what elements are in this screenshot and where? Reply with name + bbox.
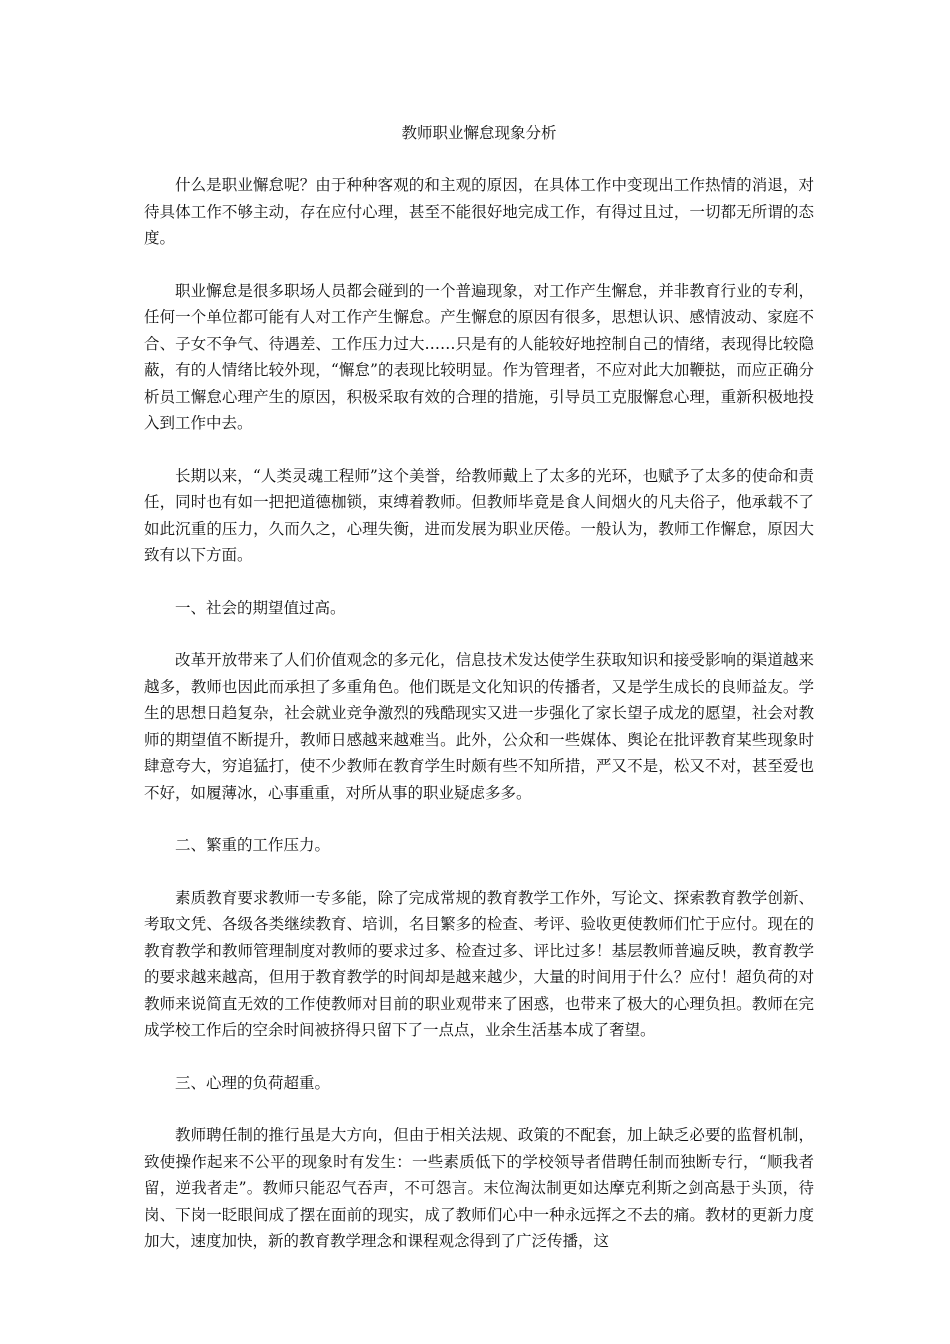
paragraph-common-phenomenon: 职业懈怠是很多职场人员都会碰到的一个普遍现象，对工作产生懈怠，并非教育行业的专利，任何一个单位都可能有人对工作产生懈怠。产生懈怠的原因有很多，思想认识、感情波动、家庭不合、子女不争气、待遇差、工作压力过大……只是有的人能较好地控制自己的情绪，表现得比较隐蔽，有的人情绪比较外现，“懈怠”的表现比较明显。作为管理者，不应对此大加鞭挞，而应正确分析员工懈怠心理产生的原因，积极采取有效的合理的措施，引导员工克服懈怠心理，重新积极地投入到工作中去。 xyxy=(144,281,814,432)
paragraph-psychological-load: 教师聘任制的推行虽是大方向，但由于相关法规、政策的不配套，加上缺乏必要的监督机制，致使操作起来不公平的现象时有发生：一些素质低下的学校领导者借聘任制而独断专行，“顺我者留，逆我者走”。教师只能忍气吞声，不可怨言。末位淘汰制更如达摩克利斯之剑高悬于头顶，待岗、下岗一眨眼间成了摆在面前的现实，成了教师们心中一种永远挥之不去的痛。教材的更新力度加大，速度加快，新的教育教学理念和课程观念得到了广泛传播，这 xyxy=(144,1126,814,1250)
section-heading-work-pressure: 二、繁重的工作压力。 xyxy=(175,836,331,854)
document-title: 教师职业懈怠现象分析 xyxy=(401,124,557,142)
paragraph-teacher-burden: 长期以来，“人类灵魂工程师”这个美誉，给教师戴上了太多的光环，也赋予了太多的使命和责任，同时也有如一把把道德枷锁，束缚着教师。但教师毕竟是食人间烟火的凡夫俗子，他承载不了如此沉重的压力，久而久之，心理失衡，进而发展为职业厌倦。一般认为，教师工作懈怠，原因大致有以下方面。 xyxy=(144,466,814,564)
document-body xyxy=(144,120,814,1281)
section-heading-social-expectation: 一、社会的期望值过高。 xyxy=(175,598,346,617)
paragraph-definition: 什么是职业懈怠呢？由于种种客观的和主观的原因，在具体工作中变现出工作热情的消退，对待具体工作不够主动，存在应付心理，甚至不能很好地完成工作，有得过且过，一切都无所谓的态度。 xyxy=(144,176,814,247)
section-heading-psychological-load: 三、心理的负荷超重。 xyxy=(175,1073,331,1092)
paragraph-social-expectation: 改革开放带来了人们价值观念的多元化，信息技术发达使学生获取知识和接受影响的渠道越来越多，教师也因此而承担了多重角色。他们既是文化知识的传播者，又是学生成长的良师益友。学生的思想日趋复杂，社会就业竞争激烈的残酷现实又进一步强化了家长望子成龙的愿望，社会对教师的期望值不断提升，教师日感越来越难当。此外，公众和一些媒体、舆论在批评教育某些现象时肆意夸大，穷追猛打，使不少教师在教育学生时颇有些不知所措，严又不是，松又不对，甚至爱也不好，如履薄冰，心事重重，对所从事的职业疑虑多多。 xyxy=(144,651,814,802)
paragraph-work-pressure: 素质教育要求教师一专多能，除了完成常规的教育教学工作外，写论文、探索教育教学创新、考取文凭、各级各类继续教育、培训，名目繁多的检查、考评、验收更使教师们忙于应付。现在的教育教学和教师管理制度对教师的要求过多、检查过多、评比过多！基层教师普遍反映，教育教学的要求越来越高，但用于教育教学的时间却是越来越少，大量的时间用于什么？应付！超负荷的对教师来说简直无效的工作使教师对目前的职业观带来了困惑，也带来了极大的心理负担。教师在完成学校工作后的空余时间被挤得只留下了一点点，业余生活基本成了奢望。 xyxy=(144,888,814,1039)
